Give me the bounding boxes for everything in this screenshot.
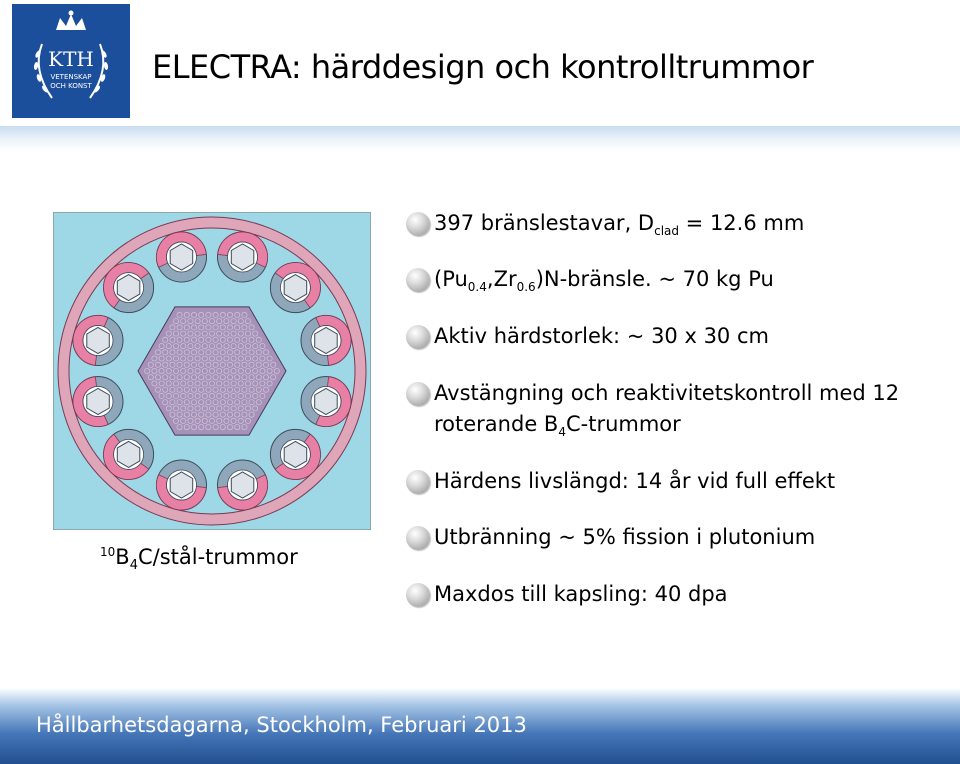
figure-caption — [100, 545, 298, 573]
bullet-icon — [406, 470, 430, 494]
kth-logo — [12, 4, 130, 118]
svg-text:VETENSKAP: VETENSKAP — [50, 73, 92, 81]
control-drum — [156, 232, 206, 282]
caption-element: B — [115, 545, 130, 569]
bullet-fuel-rods: 397 bränslestavar, $D_{clad} = 12.6$ mm — [406, 208, 804, 247]
caption-rest: C/stål-trummor — [137, 545, 298, 569]
bullet-icon — [406, 583, 430, 607]
bullet-icon — [406, 325, 430, 349]
bullet-shutdown-control: Avstängning och reaktivitetskontroll med 12 roterande $B_4C$-trummor — [406, 378, 899, 448]
bullet-icon — [406, 526, 430, 550]
core-cross-section-figure — [53, 212, 371, 530]
bullet-icon — [406, 382, 430, 406]
bullet-burnup: Utbränning ~ 5% fission i plutonium — [406, 522, 815, 553]
control-drum — [218, 232, 268, 282]
bullet-icon — [406, 212, 430, 236]
title-divider — [0, 126, 960, 150]
kth-emblem-icon — [12, 4, 130, 118]
bullet-icon — [406, 268, 430, 292]
svg-text:KTH: KTH — [48, 47, 94, 71]
slide-title: ELECTRA: härddesign och kontrolltrummor — [152, 48, 814, 86]
caption-isotope: 10 — [100, 545, 116, 559]
bullet-core-size: Aktiv härdstorlek: ~ 30 x 30 cm — [406, 321, 769, 352]
control-drum — [218, 460, 268, 510]
caption-subscript: 4 — [129, 558, 138, 574]
control-drum — [104, 263, 154, 313]
bullet-cladding-dose: Maxdos till kapsling: 40 dpa — [406, 579, 728, 610]
control-drum — [73, 315, 123, 365]
bullet-fuel-composition: $(Pu_{0.4},Zr_{0.6})N$-bränsle. ~ 70 kg Pu — [406, 264, 774, 303]
core-diagram — [53, 212, 371, 530]
control-drum — [73, 377, 123, 427]
svg-text:OCH KONST: OCH KONST — [50, 82, 92, 90]
control-drum — [301, 377, 351, 427]
control-drum — [104, 429, 154, 479]
footer-text: Hållbarhetsdagarna, Stockholm, Februari 2013 — [36, 713, 527, 737]
bullet-core-lifetime: Härdens livslängd: 14 år vid full effekt — [406, 466, 835, 497]
control-drum — [156, 460, 206, 510]
control-drum — [301, 315, 351, 365]
control-drum — [270, 263, 320, 313]
control-drum — [270, 429, 320, 479]
